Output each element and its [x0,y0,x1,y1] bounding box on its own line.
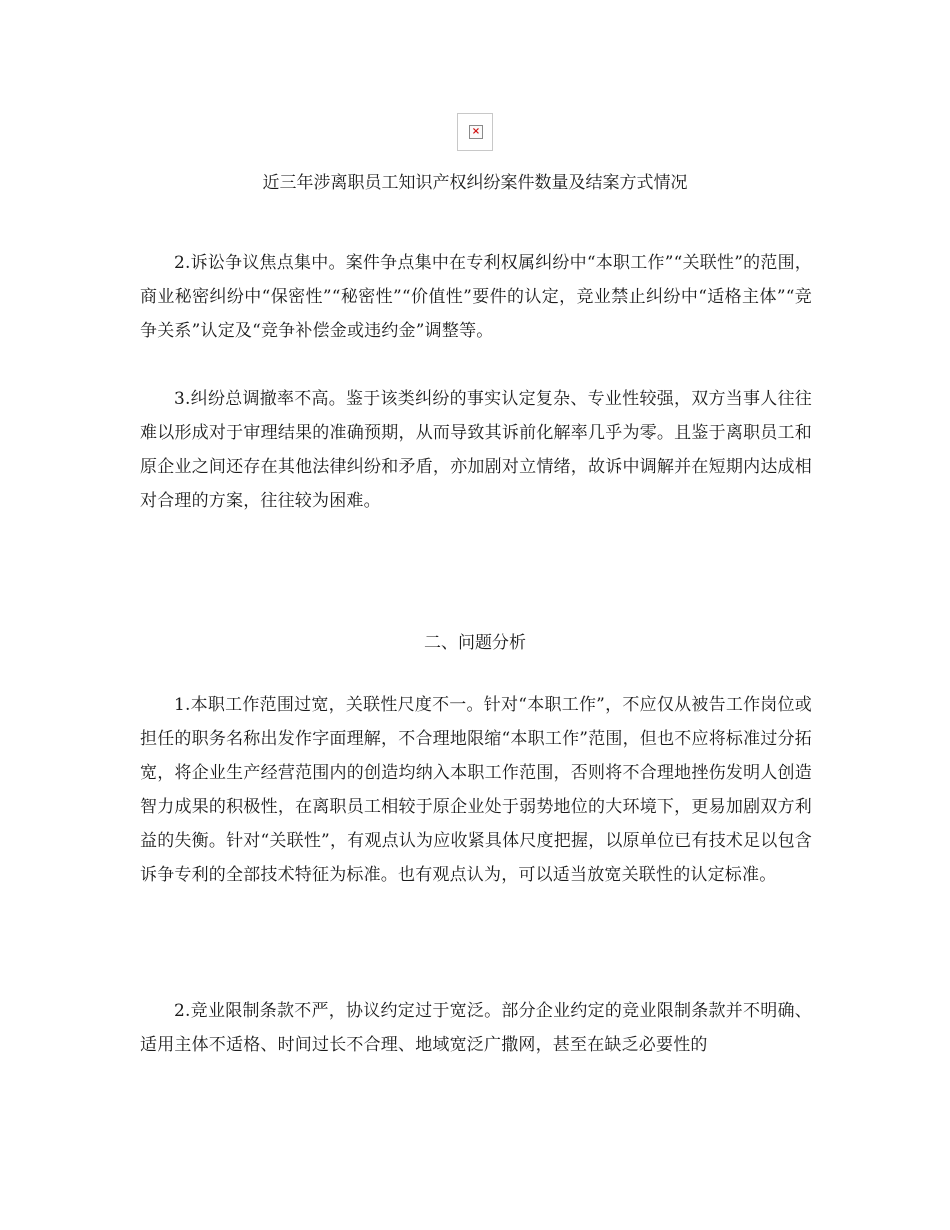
paragraph-dispute-focus: 2.诉讼争议焦点集中。案件争点集中在专利权属纠纷中“本职工作”“关联性”的范围，商业秘密纠纷中“保密性”“秘密性”“价值性”要件的认定，竞业禁止纠纷中“适格主体”“竞争关系”认定及“竞争补偿金或违约金”调整等。 [140,253,812,341]
paragraph-job-scope: 1.本职工作范围过宽，关联性尺度不一。针对“本职工作”，不应仅从被告工作岗位或担任的职务名称出发作字面理解，不合理地限缩“本职工作”范围，但也不应将标准过分拓宽，将企业生产经营范围内的创造均纳入本职工作范围，否则将不合理地挫伤发明人创造智力成果的积极性，在离职员工相较于原企业处于弱势地位的大环境下，更易加剧双方利益的失衡。针对“关联性”，有观点认为应收紧具体尺度把握，以原单位已有技术足以包含诉争专利的全部技术特征为标准。也有观点认为，可以适当放宽关联性的认定标准。 [140,695,812,885]
broken-image-placeholder [457,113,493,151]
section-heading: 二、问题分析 [424,633,526,653]
paragraph-mediation-rate: 3.纠纷总调撤率不高。鉴于该类纠纷的事实认定复杂、专业性较强，双方当事人往往难以形成对于审理结果的准确预期，从而导致其诉前化解率几乎为零。且鉴于离职员工和原企业之间还存在其他法律纠纷和矛盾，亦加剧对立情绪，故诉中调解并在短期内达成相对合理的方案，往往较为困难。 [140,389,812,511]
figure-caption: 近三年涉离职员工知识产权纠纷案件数量及结案方式情况 [262,173,688,193]
paragraph-non-compete: 2.竞业限制条款不严，协议约定过于宽泛。部分企业约定的竞业限制条款并不明确、适用主体不适格、时间过长不合理、地域宽泛广撒网，甚至在缺乏必要性的 [140,1001,812,1055]
broken-image-icon: × [469,125,483,139]
